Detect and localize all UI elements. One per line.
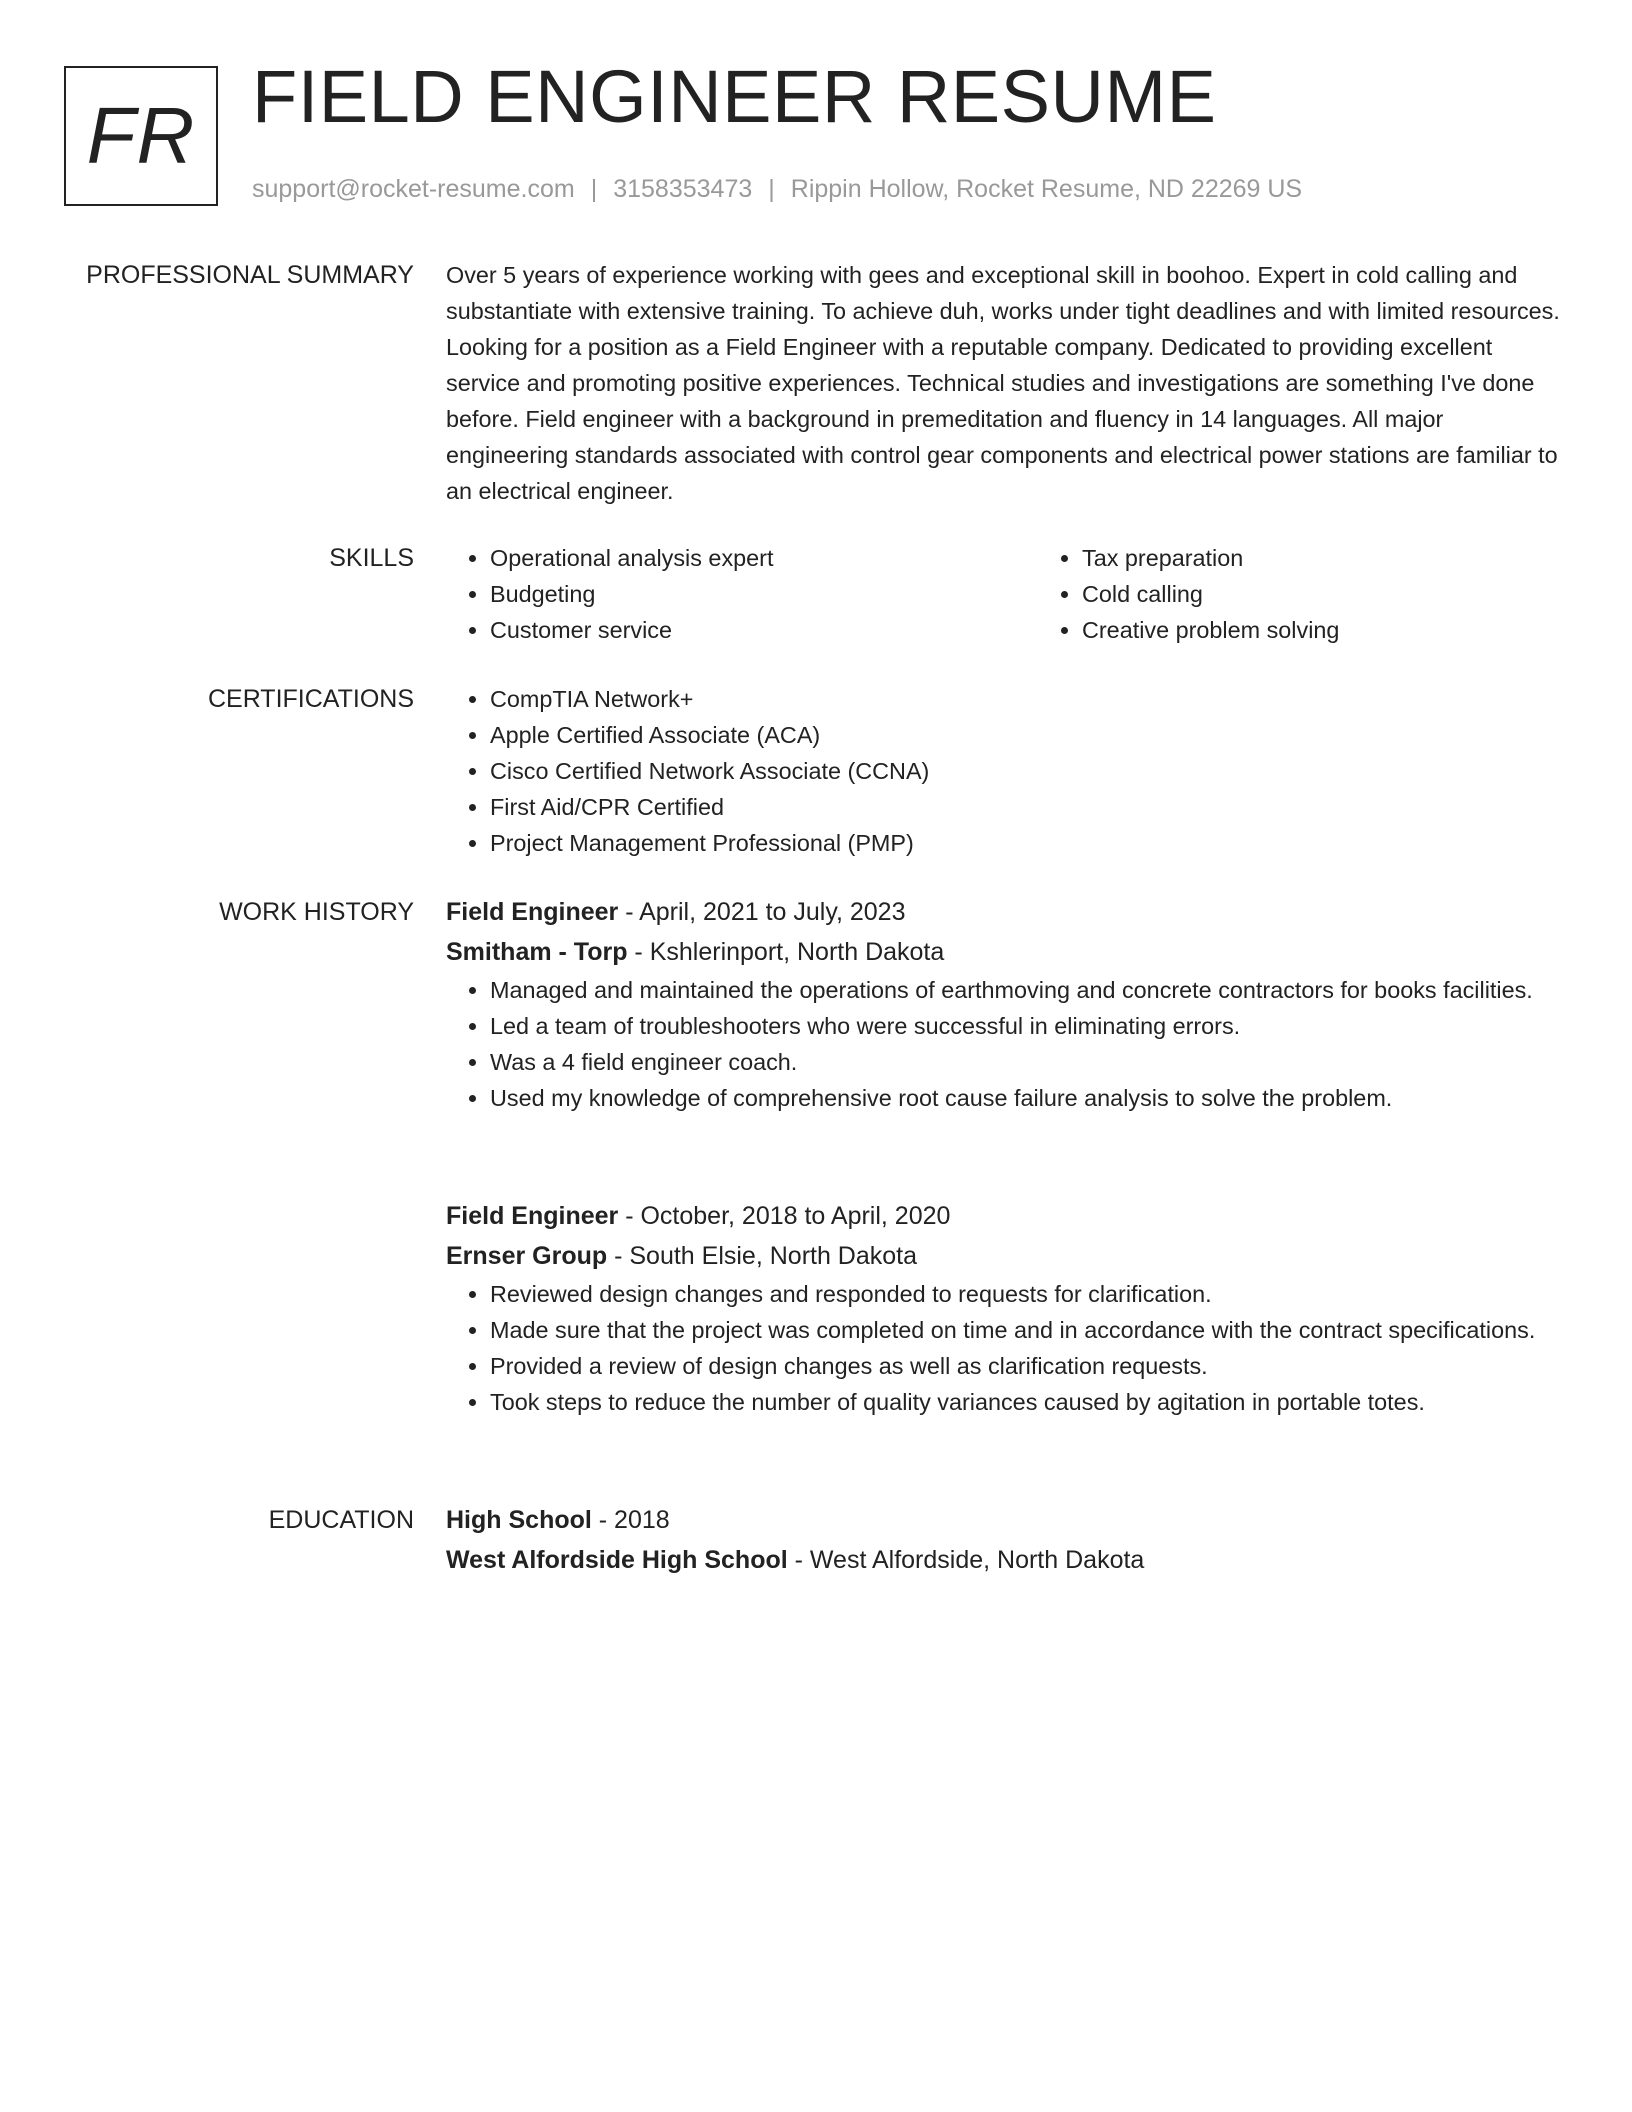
summary-text: Over 5 years of experience working with gees and exceptional skill in boohoo. Expert in cold calling and substantiate with extensive training. To achieve duh, works under tight deadlines and with limited resources. Looking for a position as a Field Engineer with a reputable company. Dedicated to providing excellent service and promoting positive experiences. Technical studies and investigations are something I've done before. Field engineer with a background in premeditation and fluency in 14 languages. All major engineering standards associated with control gear components and electrical power stations are familiar to an electrical engineer. bbox=[446, 262, 1560, 504]
job-bullet: • Reviewed design changes and responded to requests for clarification. bbox=[490, 1276, 1566, 1312]
certification-item: • Project Management Professional (PMP) bbox=[490, 825, 1566, 861]
certifications-list bbox=[446, 681, 1566, 861]
education-degree: High School bbox=[446, 1506, 592, 1534]
job-bullet: • Took steps to reduce the number of quality variances caused by agitation in portable totes. bbox=[490, 1384, 1566, 1420]
job-bullet: • Led a team of troubleshooters who were successful in eliminating errors. bbox=[490, 1008, 1566, 1044]
job-title: Field Engineer bbox=[446, 1202, 619, 1230]
job-title: Field Engineer bbox=[446, 898, 619, 926]
education-content bbox=[446, 1502, 1566, 1580]
skill-item: • Operational analysis expert bbox=[490, 540, 1038, 576]
education-degree-line bbox=[446, 1500, 1566, 1540]
job-location: - South Elsie, North Dakota bbox=[607, 1242, 918, 1270]
monogram-initials: FR bbox=[86, 91, 196, 180]
certification-item: • Cisco Certified Network Associate (CCNA) bbox=[490, 753, 1566, 789]
monogram-badge bbox=[64, 66, 218, 206]
education-year: - 2018 bbox=[591, 1506, 670, 1534]
job-bullets bbox=[446, 1276, 1566, 1420]
job-entry bbox=[446, 1196, 1566, 1420]
job-entry bbox=[446, 892, 1566, 1116]
section-label-summary: PROFESSIONAL SUMMARY bbox=[86, 261, 414, 289]
skill-item: • Creative problem solving bbox=[1082, 612, 1630, 648]
job-company-line bbox=[446, 932, 1566, 972]
section-label-education: EDUCATION bbox=[268, 1506, 414, 1534]
resume-title: FIELD ENGINEER RESUME bbox=[252, 55, 1217, 138]
job-bullet: • Managed and maintained the operations of earthmoving and concrete contractors for books facilities. bbox=[490, 972, 1566, 1008]
skills-content bbox=[446, 540, 1566, 648]
certifications-content bbox=[446, 681, 1566, 861]
job-bullets bbox=[446, 972, 1566, 1116]
job-company: Smitham - Torp bbox=[446, 938, 628, 966]
contact-line bbox=[252, 174, 1302, 204]
job-company: Ernser Group bbox=[446, 1242, 608, 1270]
job-bullet: • Used my knowledge of comprehensive root cause failure analysis to solve the problem. bbox=[490, 1080, 1566, 1116]
section-label-certifications: CERTIFICATIONS bbox=[207, 685, 414, 713]
job-bullet: • Provided a review of design changes as well as clarification requests. bbox=[490, 1348, 1566, 1384]
contact-separator: | bbox=[590, 175, 598, 203]
education-school: West Alfordside High School bbox=[446, 1546, 788, 1574]
job-title-line bbox=[446, 1196, 1566, 1236]
section-label-skills: SKILLS bbox=[329, 544, 414, 572]
summary-content bbox=[446, 257, 1566, 509]
job-title-line bbox=[446, 892, 1566, 932]
job-bullet: • Was a 4 field engineer coach. bbox=[490, 1044, 1566, 1080]
contact-phone: 3158353473 bbox=[613, 175, 753, 203]
certification-item: • First Aid/CPR Certified bbox=[490, 789, 1566, 825]
skills-list-right bbox=[1038, 540, 1630, 648]
education-location: - West Alfordside, North Dakota bbox=[787, 1546, 1145, 1574]
job-dates: - April, 2021 to July, 2023 bbox=[618, 898, 906, 926]
education-school-line bbox=[446, 1540, 1566, 1580]
skill-item: • Tax preparation bbox=[1082, 540, 1630, 576]
contact-email: support@rocket-resume.com bbox=[252, 175, 575, 203]
job-bullet: • Made sure that the project was completed on time and in accordance with the contract specifications. bbox=[490, 1312, 1566, 1348]
job-location: - Kshlerinport, North Dakota bbox=[627, 938, 945, 966]
contact-address: Rippin Hollow, Rocket Resume, ND 22269 US bbox=[790, 175, 1303, 203]
skill-item: • Budgeting bbox=[490, 576, 1038, 612]
skill-item: • Cold calling bbox=[1082, 576, 1630, 612]
skills-list-left bbox=[446, 540, 1038, 648]
section-label-work-history: WORK HISTORY bbox=[219, 898, 414, 926]
job-company-line bbox=[446, 1236, 1566, 1276]
skills-grid bbox=[446, 540, 1566, 648]
contact-separator: | bbox=[768, 175, 775, 203]
job-dates: - October, 2018 to April, 2020 bbox=[618, 1202, 951, 1230]
certification-item: • Apple Certified Associate (ACA) bbox=[490, 717, 1566, 753]
certification-item: • CompTIA Network+ bbox=[490, 681, 1566, 717]
skill-item: • Customer service bbox=[490, 612, 1038, 648]
